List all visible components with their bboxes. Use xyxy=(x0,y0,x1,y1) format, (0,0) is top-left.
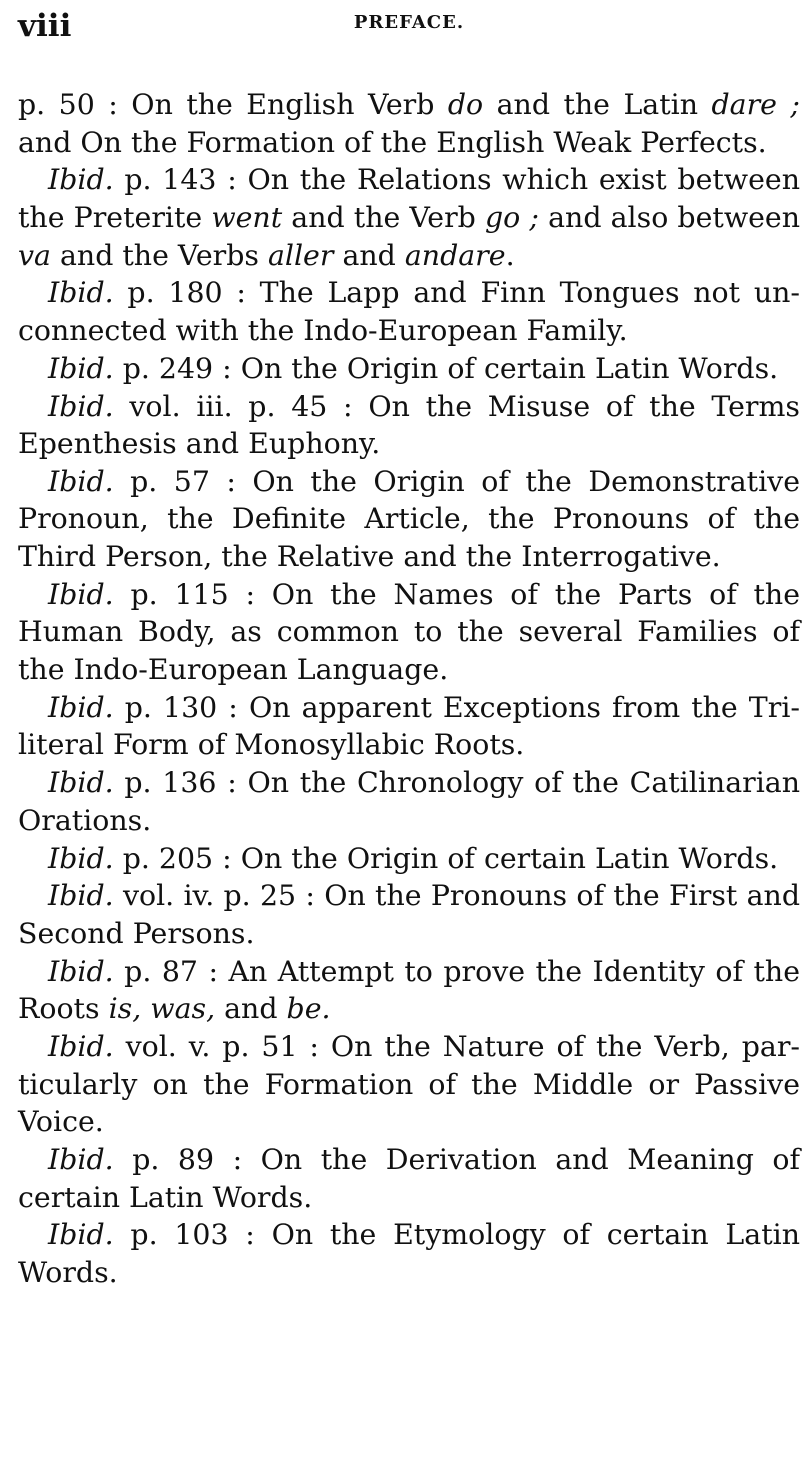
entry-reference: Ibid. xyxy=(48,163,114,197)
running-title: PREFACE. xyxy=(353,12,465,33)
entry-reference: Ibid. xyxy=(48,954,114,988)
entry-paragraph xyxy=(18,576,800,689)
entry-text: p. 50 : On the English Verb do and the Latin dare ; and On the Formation of the English Weak Perfects. xyxy=(18,88,800,159)
entry-reference: Ibid. xyxy=(48,1030,114,1064)
entry-text: p. 57 : On the Origin of the Demonstrative Pronoun, the Definite Article, the Pronouns of the Third Person, the Relative and the Interrogative. xyxy=(18,464,800,574)
entry-paragraph xyxy=(18,764,800,839)
running-head xyxy=(18,0,800,52)
entry-reference: Ibid. xyxy=(48,766,114,800)
entry-paragraph xyxy=(18,1028,800,1141)
entry-paragraph xyxy=(18,463,800,576)
entry-paragraph xyxy=(18,1141,800,1216)
entry-text: vol. iv. p. 25 : On the Pronouns of the First and Second Persons. xyxy=(18,879,800,950)
entry-text: p. 249 : On the Origin of certain Latin Words. xyxy=(113,351,779,385)
entry-paragraph xyxy=(18,388,800,463)
entry-text: p. 130 : On apparent Exceptions from the Tri-literal Form of Monosyllabic Roots. xyxy=(18,690,800,762)
entry-paragraph xyxy=(18,161,800,274)
entry-reference: Ibid. xyxy=(48,351,114,385)
entry-reference: Ibid. xyxy=(48,690,114,724)
entry-text: p. 205 : On the Origin of certain Latin Words. xyxy=(113,841,779,875)
entry-reference: Ibid. xyxy=(48,879,114,913)
entry-paragraph xyxy=(18,689,800,764)
entry-text: p. 143 : On the Relations which exist between the Preterite went and the Verb go ; and also between va and the Verbs aller and andare. xyxy=(18,163,801,272)
entry-paragraph xyxy=(18,274,800,349)
entry-text: p. 180 : The Lapp and Finn Tongues not un-connected with the Indo-European Family. xyxy=(18,276,800,347)
entry-paragraph xyxy=(18,1216,800,1291)
entry-paragraph xyxy=(18,350,800,388)
entry-paragraph xyxy=(18,953,800,1028)
entry-reference: Ibid. xyxy=(48,1143,114,1177)
page-number: viii xyxy=(18,8,72,44)
entry-reference: Ibid. xyxy=(48,1218,114,1252)
entry-text: p. 87 : An Attempt to prove the Identity of the Roots is, was, and be. xyxy=(18,954,800,1026)
entry-text: p. 136 : On the Chronology of the Catilinarian Orations. xyxy=(18,766,800,837)
entry-paragraph xyxy=(18,877,800,952)
entry-text: p. 103 : On the Etymology of certain Latin Words. xyxy=(18,1218,800,1290)
entry-reference: Ibid. xyxy=(48,389,114,423)
entry-reference: Ibid. xyxy=(48,577,114,611)
entry-paragraph xyxy=(18,86,800,161)
entry-text: p. 115 : On the Names of the Parts of the Human Body, as common to the several Families of the Indo-European Language. xyxy=(18,577,800,687)
entry-paragraph xyxy=(18,840,800,878)
bibliography-list xyxy=(18,86,800,1292)
entry-reference: Ibid. xyxy=(48,276,114,310)
entry-text: vol. v. p. 51 : On the Nature of the Verb, par-ticularly on the Formation of the Middle or Passive Voice. xyxy=(18,1030,800,1139)
entry-reference: Ibid. xyxy=(48,841,114,875)
entry-text: vol. iii. p. 45 : On the Misuse of the Terms Epenthesis and Euphony. xyxy=(18,389,800,461)
entry-reference: Ibid. xyxy=(48,464,114,498)
entry-text: p. 89 : On the Derivation and Meaning of certain Latin Words. xyxy=(18,1143,800,1214)
